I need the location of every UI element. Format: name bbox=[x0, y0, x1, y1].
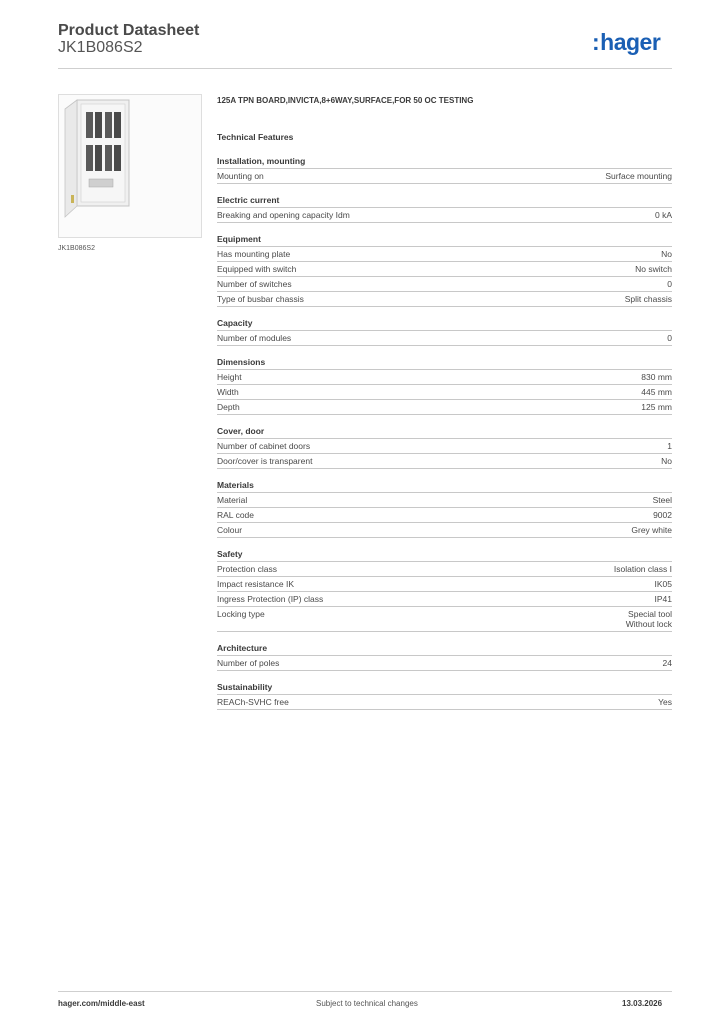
feature-row bbox=[217, 385, 672, 400]
feature-row bbox=[217, 656, 672, 671]
feature-sections bbox=[217, 156, 672, 710]
feature-label: Height bbox=[217, 372, 242, 382]
feature-value bbox=[661, 456, 672, 466]
section-title: Equipment bbox=[217, 234, 672, 247]
feature-row bbox=[217, 247, 672, 262]
feature-value bbox=[658, 697, 672, 707]
section-title: Cover, door bbox=[217, 426, 672, 439]
section-title: Capacity bbox=[217, 318, 672, 331]
feature-label: Number of cabinet doors bbox=[217, 441, 311, 451]
feature-row bbox=[217, 454, 672, 469]
feature-value bbox=[667, 441, 672, 451]
logo-text: hager bbox=[600, 29, 661, 55]
feature-value-line: 125 mm bbox=[641, 402, 672, 412]
feature-section bbox=[217, 357, 672, 415]
feature-row bbox=[217, 577, 672, 592]
feature-label: Impact resistance IK bbox=[217, 579, 295, 589]
feature-row bbox=[217, 607, 672, 632]
section-title: Dimensions bbox=[217, 357, 672, 370]
feature-value bbox=[605, 171, 672, 181]
section-title: Electric current bbox=[217, 195, 672, 208]
feature-value-line: Yes bbox=[658, 697, 672, 707]
feature-section bbox=[217, 549, 672, 632]
feature-value bbox=[655, 594, 673, 604]
feature-label: Material bbox=[217, 495, 248, 505]
feature-value bbox=[626, 609, 672, 629]
feature-value-line: 0 bbox=[667, 333, 672, 343]
footer-website-link[interactable]: hager.com/middle-east bbox=[58, 999, 145, 1008]
feature-row bbox=[217, 400, 672, 415]
feature-value bbox=[667, 333, 672, 343]
feature-label: Protection class bbox=[217, 564, 277, 574]
feature-label: Breaking and opening capacity Idm bbox=[217, 210, 350, 220]
feature-row bbox=[217, 592, 672, 607]
feature-section bbox=[217, 682, 672, 710]
feature-value-line: No switch bbox=[635, 264, 672, 274]
feature-label: Depth bbox=[217, 402, 240, 412]
feature-value-line: IK05 bbox=[654, 579, 672, 589]
feature-value-line: IP41 bbox=[654, 594, 672, 604]
feature-value-line: 445 mm bbox=[641, 387, 672, 397]
feature-label: Number of poles bbox=[217, 658, 280, 668]
footer-date: 13.03.2026 bbox=[622, 999, 663, 1008]
feature-label: REACh-SVHC free bbox=[217, 697, 289, 707]
feature-label: Type of busbar chassis bbox=[217, 294, 304, 304]
feature-value-line: Without lock bbox=[625, 619, 672, 629]
feature-label: Number of modules bbox=[217, 333, 292, 343]
feature-value-line: 0 bbox=[667, 279, 672, 289]
feature-label: Mounting on bbox=[217, 171, 264, 181]
feature-section bbox=[217, 156, 672, 184]
section-title: Safety bbox=[217, 549, 672, 562]
product-image bbox=[58, 94, 202, 238]
footer-divider bbox=[58, 991, 672, 992]
feature-value-line: Isolation class I bbox=[613, 564, 672, 574]
image-caption: JK1B086S2 bbox=[58, 245, 95, 252]
feature-row bbox=[217, 562, 672, 577]
feature-value bbox=[653, 495, 672, 505]
feature-value bbox=[635, 264, 672, 274]
feature-label: Equipped with switch bbox=[217, 264, 297, 274]
feature-label: Locking type bbox=[217, 609, 265, 619]
feature-row bbox=[217, 439, 672, 454]
feature-value-line: Special tool bbox=[628, 609, 672, 619]
feature-value-line: Steel bbox=[652, 495, 672, 505]
footer-note: Subject to technical changes bbox=[316, 999, 418, 1008]
feature-section bbox=[217, 234, 672, 307]
feature-row bbox=[217, 695, 672, 710]
section-title: Materials bbox=[217, 480, 672, 493]
feature-section bbox=[217, 643, 672, 671]
feature-value bbox=[641, 402, 672, 412]
product-description: 125A TPN BOARD,INVICTA,8+6WAY,SURFACE,FOR 50 OC TESTING bbox=[217, 96, 474, 105]
header-divider bbox=[58, 68, 672, 69]
feature-value-line: No bbox=[661, 456, 672, 466]
feature-value bbox=[653, 510, 672, 520]
feature-section bbox=[217, 318, 672, 346]
feature-value bbox=[631, 525, 672, 535]
feature-value bbox=[655, 210, 672, 220]
feature-row bbox=[217, 493, 672, 508]
feature-row bbox=[217, 508, 672, 523]
feature-label: RAL code bbox=[217, 510, 255, 520]
feature-section bbox=[217, 480, 672, 538]
feature-value-line: 24 bbox=[662, 658, 672, 668]
technical-content bbox=[217, 96, 672, 721]
feature-value bbox=[614, 564, 672, 574]
feature-value bbox=[625, 294, 672, 304]
feature-row bbox=[217, 292, 672, 307]
feature-value-line: No bbox=[661, 249, 672, 259]
feature-value bbox=[663, 658, 672, 668]
page-title: Product Datasheet bbox=[58, 22, 200, 39]
features-heading: Technical Features bbox=[217, 132, 294, 142]
section-title: Sustainability bbox=[217, 682, 672, 695]
feature-value bbox=[655, 579, 673, 589]
feature-value-line: 1 bbox=[667, 441, 672, 451]
feature-label: Number of switches bbox=[217, 279, 292, 289]
hager-logo[interactable]: :hager bbox=[592, 29, 661, 55]
feature-value-line: 0 kA bbox=[654, 210, 672, 220]
feature-row bbox=[217, 169, 672, 184]
feature-value-line: 830 mm bbox=[641, 372, 672, 382]
section-title: Architecture bbox=[217, 643, 672, 656]
feature-label: Ingress Protection (IP) class bbox=[217, 594, 324, 604]
feature-value bbox=[641, 387, 672, 397]
feature-section bbox=[217, 426, 672, 469]
feature-row bbox=[217, 277, 672, 292]
product-code: JK1B086S2 bbox=[58, 39, 143, 56]
feature-row bbox=[217, 331, 672, 346]
feature-value bbox=[641, 372, 672, 382]
feature-value-line: 9002 bbox=[653, 510, 672, 520]
feature-label: Has mounting plate bbox=[217, 249, 291, 259]
feature-row bbox=[217, 262, 672, 277]
distribution-board-illustration bbox=[59, 95, 201, 237]
feature-label: Colour bbox=[217, 525, 243, 535]
feature-value-line: Split chassis bbox=[624, 294, 672, 304]
feature-row bbox=[217, 523, 672, 538]
feature-value bbox=[661, 249, 672, 259]
feature-section bbox=[217, 195, 672, 223]
feature-label: Door/cover is transparent bbox=[217, 456, 313, 466]
feature-label: Width bbox=[217, 387, 239, 397]
feature-value-line: Grey white bbox=[631, 525, 672, 535]
section-title: Installation, mounting bbox=[217, 156, 672, 169]
feature-row bbox=[217, 208, 672, 223]
feature-value bbox=[667, 279, 672, 289]
feature-row bbox=[217, 370, 672, 385]
feature-value-line: Surface mounting bbox=[605, 171, 672, 181]
